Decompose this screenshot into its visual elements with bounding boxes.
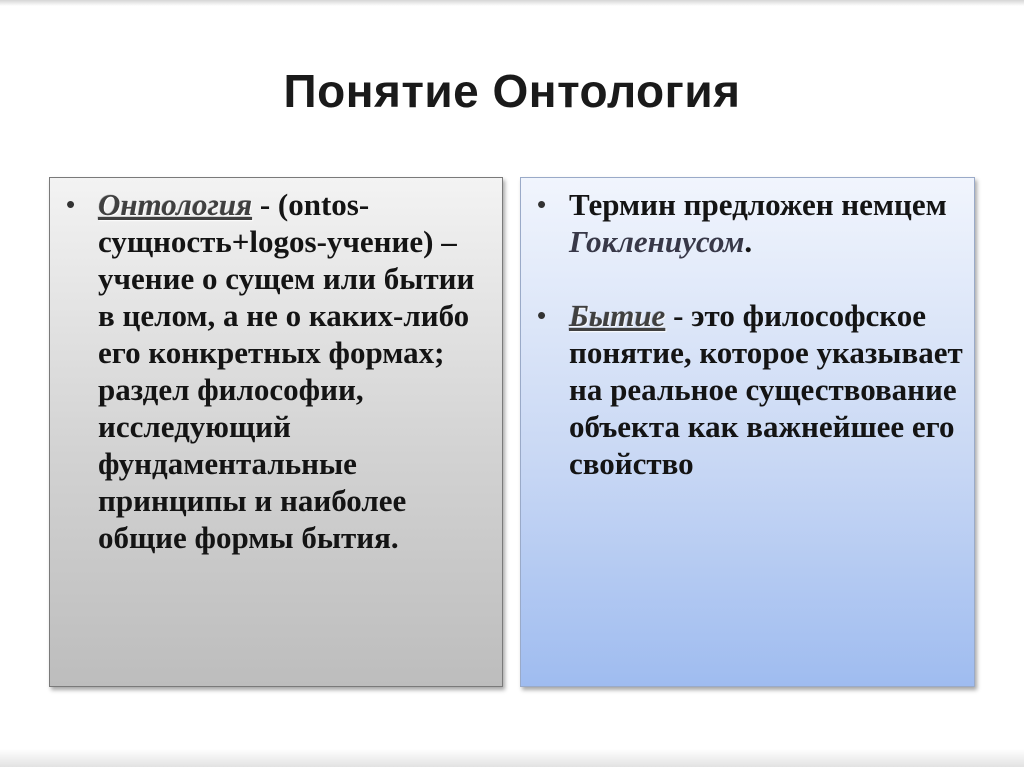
author-name: Гоклениусом	[569, 224, 745, 259]
bullet-icon: •	[537, 300, 547, 330]
term-origin-end: .	[744, 224, 753, 259]
slide-top-edge	[0, 0, 1024, 6]
info-box	[520, 177, 975, 687]
term-origin-text: Термин предложен немцем	[569, 187, 947, 222]
bullet-icon: •	[537, 189, 547, 219]
slide-bottom-edge	[0, 749, 1024, 767]
bullet-icon: •	[66, 189, 76, 219]
term-ontology: Онтология	[98, 187, 253, 222]
page-title: Понятие Онтология	[283, 65, 741, 117]
being-item	[535, 297, 966, 482]
definition-box	[49, 177, 503, 687]
definition-item	[64, 186, 492, 556]
term-origin-item	[535, 186, 966, 260]
term-being: Бытие	[569, 298, 666, 333]
being-definition-text: - это философское понятие, которое указывает на реальное существование объекта как важнейшее его свойство	[569, 298, 963, 481]
definition-text: - (ontos-сущность+logos-учение) – учение о сущем или бытии в целом, а не о каких-либо его конкретных формах; раздел философии, исследующий фундаментальные принципы и наиболее общие формы бытия.	[98, 187, 475, 555]
